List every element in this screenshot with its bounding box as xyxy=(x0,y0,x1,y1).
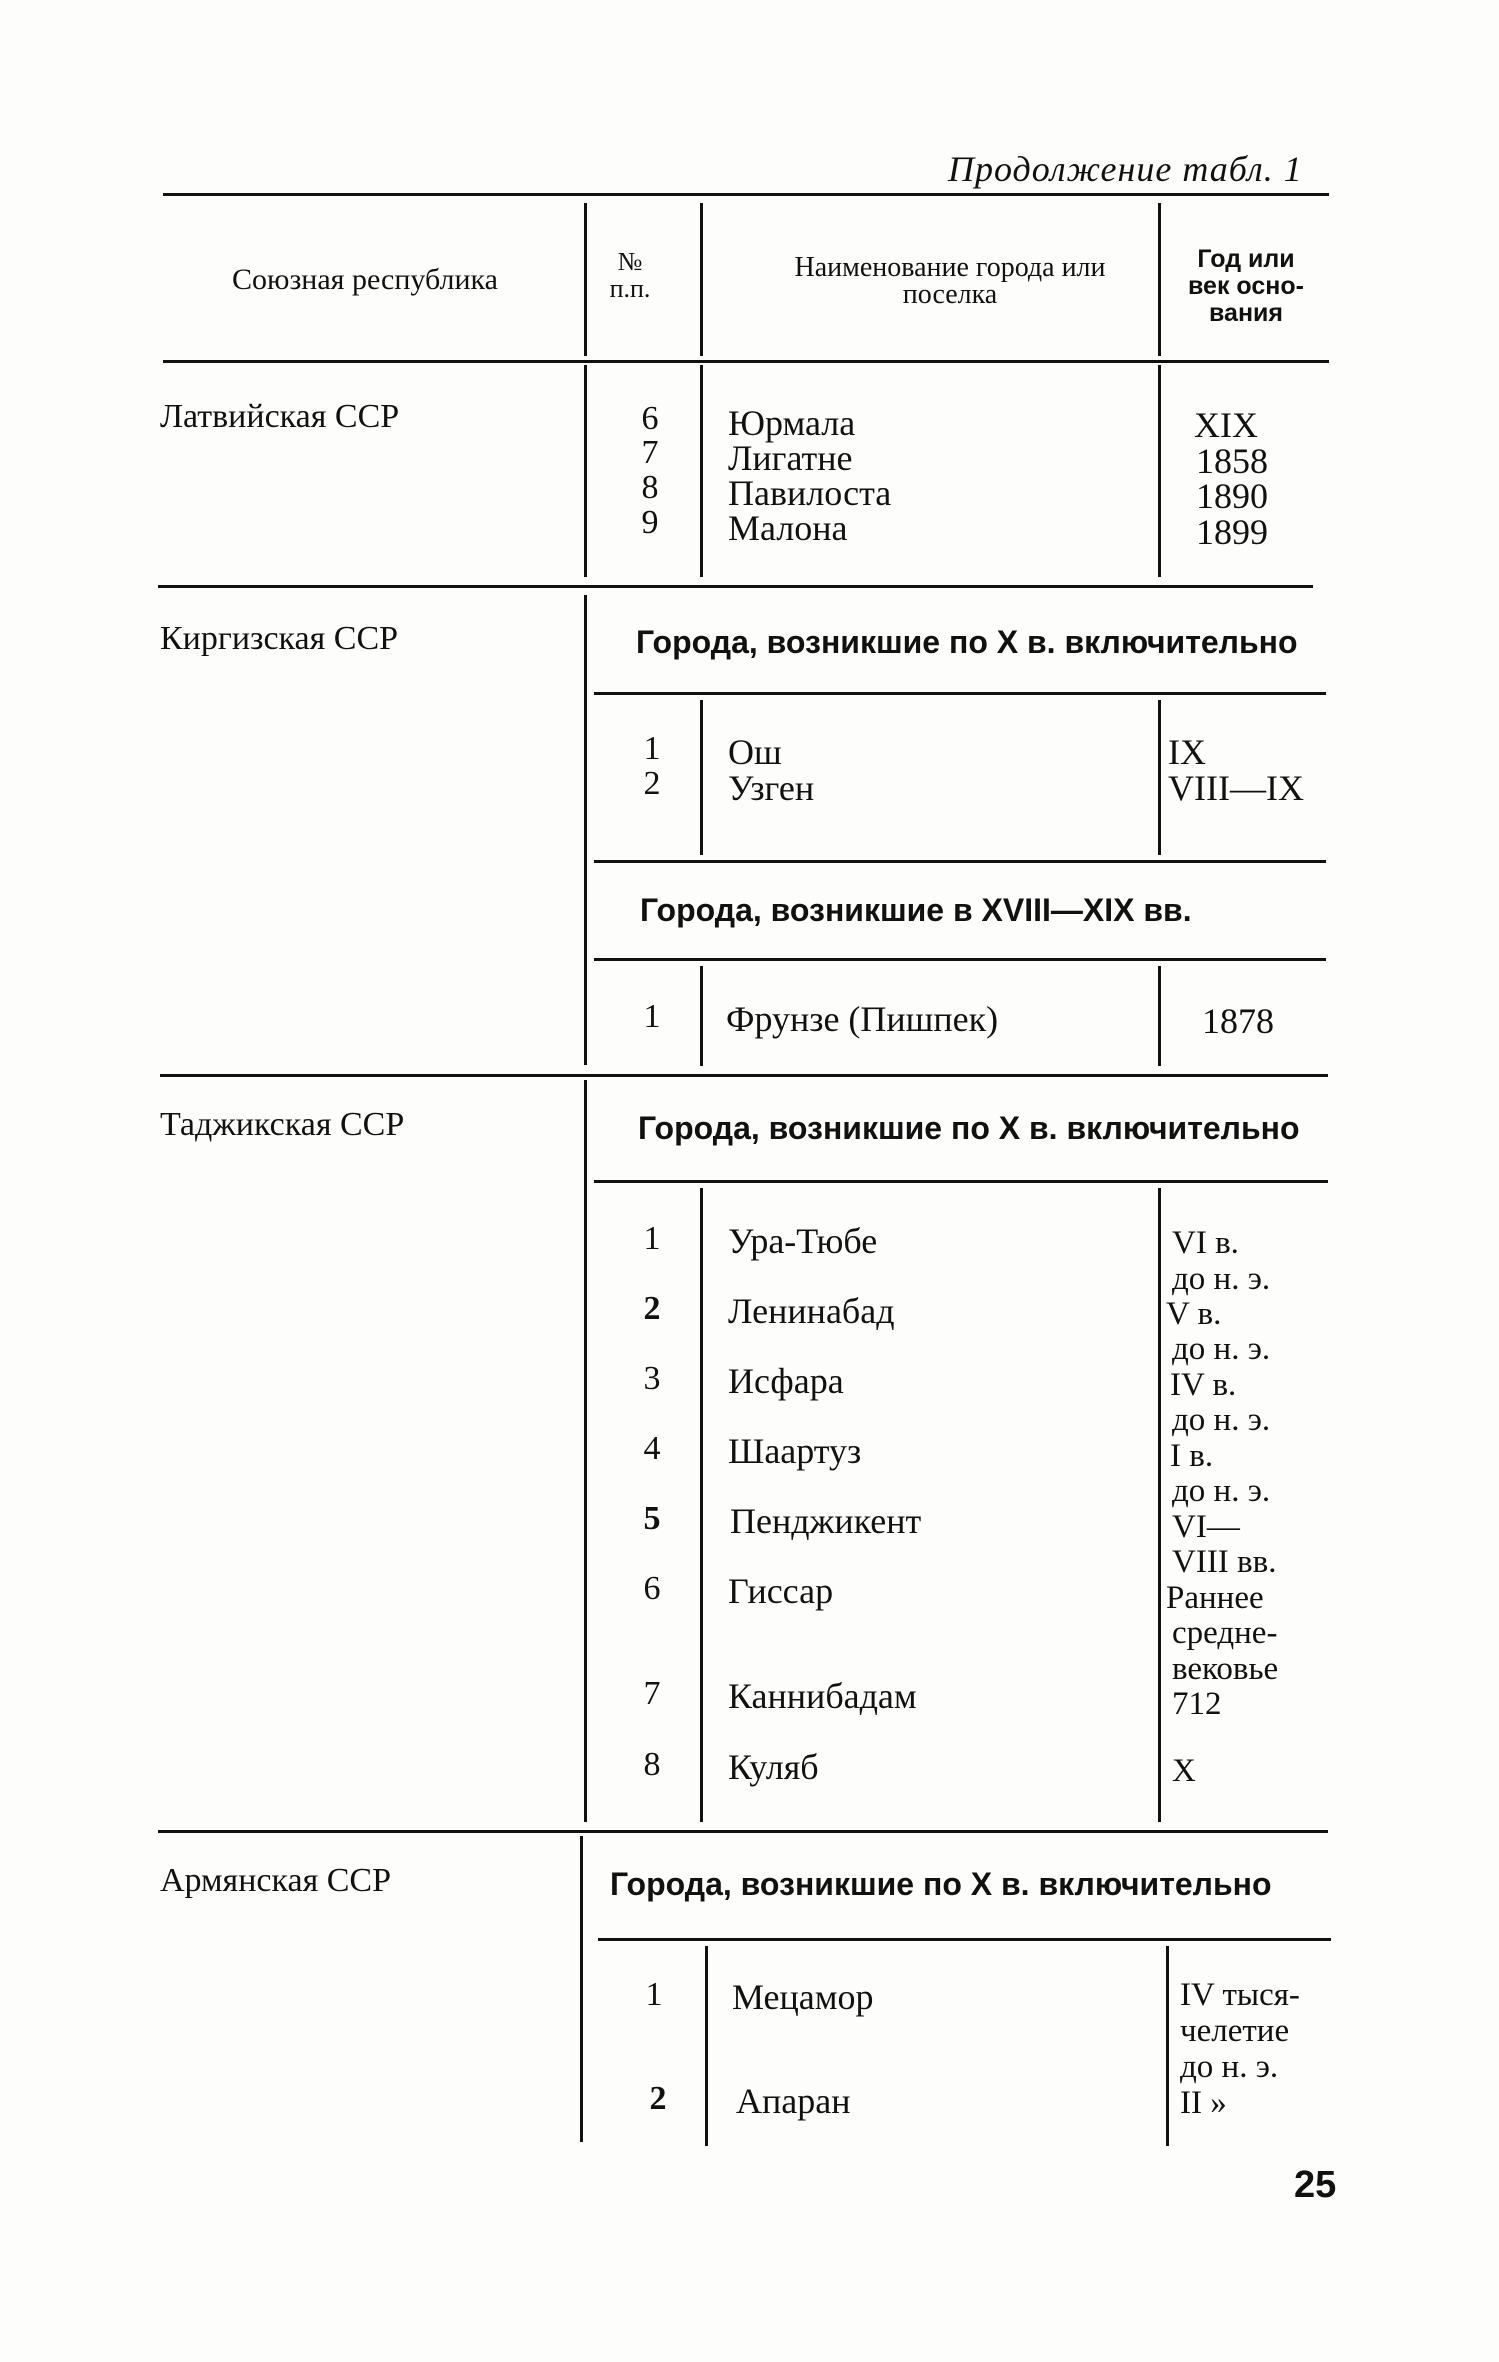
city-name: Ленинабад xyxy=(728,1291,895,1331)
row-number: 3 xyxy=(643,1360,661,1397)
founding-year: VI— xyxy=(1172,1509,1240,1545)
header-city-name: Наименование города или поселка xyxy=(794,252,1106,310)
city-name: Исфара xyxy=(728,1361,844,1401)
city-name: Каннибадам xyxy=(728,1676,917,1716)
founding-year: VIII—IX xyxy=(1168,768,1304,808)
row-number: 8 xyxy=(643,1746,661,1783)
founding-year: средне- xyxy=(1172,1615,1278,1651)
row-number: 6 xyxy=(643,1570,661,1607)
city-name: Шаартуз xyxy=(728,1431,862,1471)
founding-year: Раннее xyxy=(1166,1580,1264,1616)
col-divider xyxy=(584,203,587,356)
sub-rule xyxy=(594,692,1326,695)
row-number: 1 xyxy=(643,730,661,767)
header-republic: Союзная республика xyxy=(232,263,498,296)
founding-year: до н. э. xyxy=(1172,1473,1271,1509)
col-divider xyxy=(1158,700,1161,855)
city-name: Лигатне xyxy=(728,438,853,478)
col-divider xyxy=(1166,1946,1169,2146)
col-divider xyxy=(1158,966,1161,1066)
founding-year: II » xyxy=(1180,2085,1227,2121)
col-divider xyxy=(580,1836,583,2142)
col-divider xyxy=(1158,1188,1161,1822)
founding-year: VIII вв. xyxy=(1172,1544,1277,1580)
founding-year: IV тыся- xyxy=(1180,1977,1300,2013)
city-name: Малона xyxy=(728,508,848,548)
founding-year: до н. э. xyxy=(1172,1261,1271,1297)
col-divider xyxy=(700,700,703,855)
city-name: Ура-Тюбе xyxy=(728,1221,878,1261)
col-divider xyxy=(700,203,703,356)
subheading: Города, возникшие по X в. включительно xyxy=(610,1866,1272,1902)
row-number: 1 xyxy=(643,1220,661,1257)
header-number: № п.п. xyxy=(609,247,651,303)
city-name: Апаран xyxy=(736,2081,851,2121)
section-rule xyxy=(158,585,1313,588)
row-number: 1 xyxy=(645,1976,663,2013)
city-name: Ош xyxy=(728,732,782,772)
col-divider xyxy=(700,1188,703,1822)
col-divider xyxy=(705,1946,708,2146)
row-number: 1 xyxy=(643,998,661,1035)
section-rule xyxy=(160,1074,1328,1077)
founding-year: V в. xyxy=(1166,1296,1222,1332)
founding-year: IX xyxy=(1168,732,1206,772)
continued-label: Продолжение табл. 1 xyxy=(948,149,1303,189)
subheading: Города, возникшие по X в. включительно xyxy=(636,624,1298,660)
city-name: Куляб xyxy=(728,1747,819,1787)
col-divider xyxy=(584,595,587,1065)
header-bottom-rule xyxy=(163,360,1329,363)
republic-tajik: Таджикская ССР xyxy=(160,1106,405,1143)
city-name: Пенджикент xyxy=(730,1501,922,1541)
founding-year: I в. xyxy=(1170,1438,1214,1474)
sub-rule xyxy=(594,860,1326,863)
founding-year: вековье xyxy=(1172,1651,1279,1687)
city-name: Павилоста xyxy=(728,473,892,513)
row-number: 4 xyxy=(643,1430,661,1467)
city-name: Юрмала xyxy=(728,403,856,443)
founding-year: челетие xyxy=(1180,2013,1290,2049)
founding-year: VI в. xyxy=(1172,1225,1239,1261)
city-name: Фрунзе (Пишпек) xyxy=(726,999,999,1039)
header-founding-year: Год или век осно- вания xyxy=(1188,245,1304,327)
founding-year: X xyxy=(1172,1753,1196,1789)
founding-year: 712 xyxy=(1172,1686,1222,1722)
city-name: Мецамор xyxy=(732,1977,874,2017)
row-number: 2 xyxy=(643,765,661,802)
sub-rule xyxy=(594,958,1326,961)
row-number: 2 xyxy=(643,1290,661,1327)
republic-latvia: Латвийская ССР xyxy=(160,398,400,435)
col-divider xyxy=(1158,203,1161,356)
founding-year: IV в. xyxy=(1170,1367,1237,1403)
col-divider xyxy=(700,365,703,577)
sub-rule xyxy=(598,1938,1331,1941)
founding-year: 1899 xyxy=(1196,512,1268,552)
section-rule xyxy=(158,1830,1328,1833)
founding-year: до н. э. xyxy=(1172,1331,1271,1367)
row-number: 2 xyxy=(649,2080,667,2117)
col-divider xyxy=(584,365,587,577)
row-number: 5 xyxy=(643,1500,661,1537)
page-number: 25 xyxy=(1294,2164,1337,2206)
founding-year: 1878 xyxy=(1202,1001,1274,1041)
table-top-rule xyxy=(163,193,1329,196)
row-number: 9 xyxy=(641,504,659,541)
col-divider xyxy=(700,966,703,1066)
row-number: 6 xyxy=(641,400,659,437)
founding-year: 1890 xyxy=(1196,476,1268,516)
subheading: Города, возникшие по X в. включительно xyxy=(638,1110,1300,1146)
row-number: 7 xyxy=(643,1675,661,1712)
row-number: 7 xyxy=(641,434,659,471)
col-divider xyxy=(1158,365,1161,577)
founding-year: 1858 xyxy=(1196,441,1268,481)
founding-year: XIX xyxy=(1194,405,1258,445)
republic-armenia: Армянская ССР xyxy=(160,1862,391,1899)
sub-rule xyxy=(594,1180,1328,1183)
founding-year: до н. э. xyxy=(1180,2049,1279,2085)
city-name: Гиссар xyxy=(728,1571,834,1611)
founding-year: до н. э. xyxy=(1172,1402,1271,1438)
republic-kyrgyz: Киргизская ССР xyxy=(160,620,399,657)
subheading: Города, возникшие в XVIII—XIX вв. xyxy=(640,892,1192,928)
row-number: 8 xyxy=(641,469,659,506)
col-divider xyxy=(584,1080,587,1822)
city-name: Узген xyxy=(728,768,815,808)
